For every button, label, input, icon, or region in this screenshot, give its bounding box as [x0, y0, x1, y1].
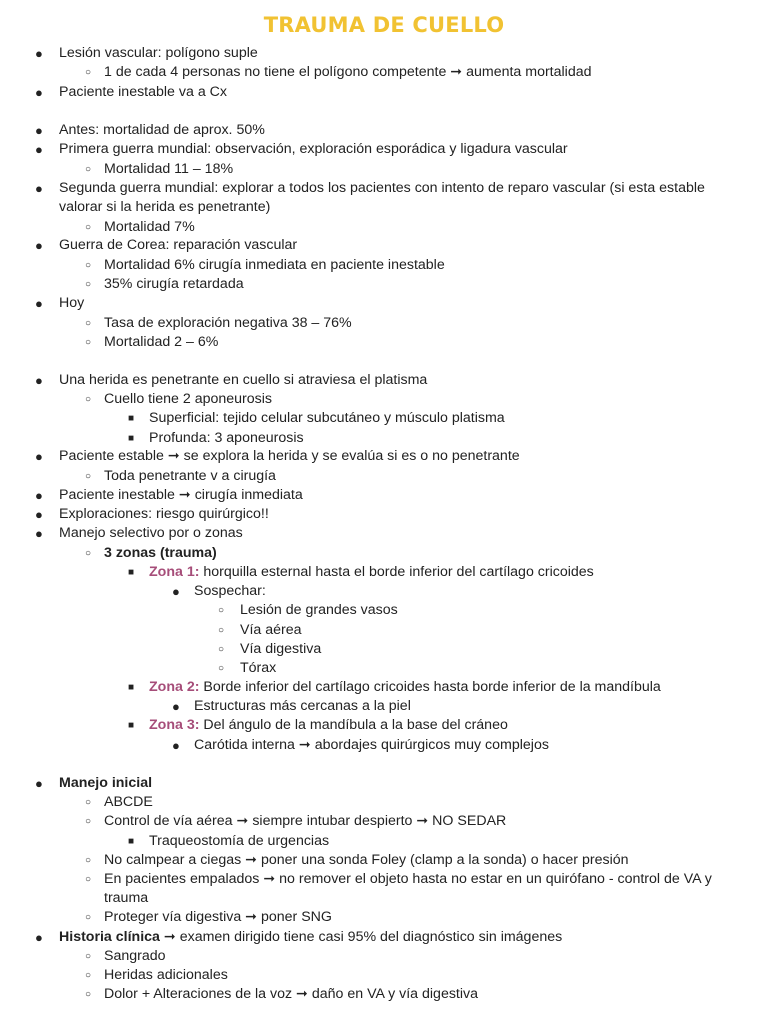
bullet-marker: ● [35, 123, 43, 138]
bullet-marker: ○ [218, 663, 225, 674]
list-item: 1 de cada 4 personas no tiene el polígono competente ➞ aumenta mortalidad [104, 64, 592, 80]
list-item: Sangrado [104, 948, 166, 964]
bullet-marker: ● [35, 449, 43, 464]
list-item: Mortalidad 11 – 18% [104, 161, 234, 177]
list-item-heading: Manejo inicial [59, 775, 153, 791]
list-item: Tasa de exploración negativa 38 – 76% [104, 315, 352, 331]
bullet-marker: ■ [128, 682, 135, 693]
list-item: Cuello tiene 2 aponeurosis [104, 391, 272, 407]
bullet-marker: ○ [85, 970, 92, 981]
list-item: Lesión de grandes vasos [240, 602, 398, 618]
list-item: Hoy [59, 295, 85, 311]
list-item: Control de vía aérea ➞ siempre intubar despierto ➞ NO SEDAR [104, 813, 507, 829]
list-item [59, 928, 562, 947]
zone-label: Zona 3: [149, 717, 200, 733]
bullet-marker: ● [35, 85, 43, 100]
zone-label: Zona 2: [149, 679, 200, 695]
bullet-marker: ○ [85, 797, 92, 808]
list-item: Superficial: tejido celular subcutáneo y músculo platisma [149, 410, 505, 426]
document-title: TRAUMA DE CUELLO [263, 13, 505, 37]
list-item: Estructuras más cercanas a la piel [194, 698, 411, 714]
bullet-marker: ● [35, 181, 43, 196]
list-item: Mortalidad 2 – 6% [104, 334, 219, 350]
list-item: No calmpear a ciegas ➞ poner una sonda Foley (clamp a la sonda) o hacer presión [104, 852, 629, 868]
bullet-marker: ○ [85, 912, 92, 923]
bullet-marker: ○ [218, 625, 225, 636]
bullet-marker: ● [35, 296, 43, 311]
list-item: Traqueostomía de urgencias [149, 833, 330, 849]
bullet-marker: ● [172, 738, 180, 753]
bullet-marker: ■ [128, 567, 135, 578]
bullet-marker: ● [35, 776, 43, 791]
bullet-marker: ○ [85, 318, 92, 329]
list-item: Paciente estable ➞ se explora la herida y se evalúa si es o no penetrante [59, 448, 520, 464]
bullet-marker: ○ [85, 337, 92, 348]
bullet-marker: ■ [128, 433, 135, 444]
bullet-marker: ○ [85, 548, 92, 559]
list-item: Carótida interna ➞ abordajes quirúrgicos muy complejos [194, 737, 549, 753]
list-item: Guerra de Corea: reparación vascular [59, 237, 298, 253]
bullet-marker: ○ [218, 644, 225, 655]
bullet-marker: ○ [218, 605, 225, 616]
list-item: Segunda guerra mundial: explorar a todos los pacientes con intento de reparo vascular (si esta estable valorar si la herida es penetrante) [59, 180, 705, 215]
bullet-marker: ● [172, 584, 180, 599]
list-item [149, 716, 508, 735]
list-item [149, 678, 661, 697]
list-item: 35% cirugía retardada [104, 276, 244, 292]
list-item: Heridas adicionales [104, 967, 228, 983]
list-item-text: ➞ examen dirigido tiene casi 95% del diagnóstico sin imágenes [159, 929, 563, 945]
bullet-marker: ● [35, 142, 43, 157]
list-item: Paciente inestable va a Cx [59, 84, 227, 100]
bullet-marker: ● [35, 373, 43, 388]
bullet-marker: ○ [85, 951, 92, 962]
list-item: Lesión vascular: polígono suple [59, 45, 258, 61]
list-item: ABCDE [104, 794, 153, 810]
list-item-heading: Historia clínica [59, 929, 160, 945]
list-item-heading: 3 zonas (trauma) [104, 545, 217, 561]
list-item: Dolor + Alteraciones de la voz ➞ daño en VA y vía digestiva [104, 986, 479, 1002]
bullet-marker: ○ [85, 394, 92, 405]
list-item: Mortalidad 6% cirugía inmediata en paciente inestable [104, 257, 445, 273]
bullet-marker: ■ [128, 413, 135, 424]
bullet-marker: ■ [128, 720, 135, 731]
zone-text: horquilla esternal hasta el borde inferior del cartílago cricoides [199, 564, 594, 580]
list-item: Vía aérea [240, 622, 302, 638]
bullet-marker: ○ [85, 874, 92, 885]
bullet-marker: ● [35, 46, 43, 61]
bullet-marker: ■ [128, 836, 135, 847]
bullet-marker: ○ [85, 260, 92, 271]
list-item: Paciente inestable ➞ cirugía inmediata [59, 487, 303, 503]
zone-text: Borde inferior del cartílago cricoides hasta borde inferior de la mandíbula [199, 679, 661, 695]
bullet-marker: ○ [85, 471, 92, 482]
bullet-marker: ● [35, 930, 43, 945]
bullet-marker: ● [172, 699, 180, 714]
list-item: Primera guerra mundial: observación, exploración esporádica y ligadura vascular [59, 141, 568, 157]
list-item: Sospechar: [194, 583, 266, 599]
list-item: Exploraciones: riesgo quirúrgico!! [59, 506, 269, 522]
bullet-marker: ○ [85, 989, 92, 1000]
bullet-marker: ● [35, 488, 43, 503]
list-item: Vía digestiva [240, 641, 322, 657]
list-item: Mortalidad 7% [104, 219, 195, 235]
list-item: Una herida es penetrante en cuello si atraviesa el platisma [59, 372, 428, 388]
list-item: Profunda: 3 aponeurosis [149, 430, 304, 446]
bullet-marker: ○ [85, 279, 92, 290]
zone-text: Del ángulo de la mandíbula a la base del cráneo [199, 717, 508, 733]
list-item: Toda penetrante v a cirugía [104, 468, 276, 484]
list-item [149, 563, 594, 582]
bullet-marker: ● [35, 507, 43, 522]
list-item: Antes: mortalidad de aprox. 50% [59, 122, 265, 138]
bullet-marker: ○ [85, 164, 92, 175]
bullet-marker: ● [35, 526, 43, 541]
bullet-marker: ○ [85, 222, 92, 233]
list-item: Manejo selectivo por o zonas [59, 525, 243, 541]
bullet-marker: ● [35, 238, 43, 253]
list-item: En pacientes empalados ➞ no remover el objeto hasta no estar en un quirófano - control de VA y trauma [104, 871, 712, 906]
bullet-marker: ○ [85, 855, 92, 866]
zone-label: Zona 1: [149, 564, 200, 580]
list-item: Tórax [240, 660, 277, 676]
bullet-marker: ○ [85, 67, 92, 78]
list-item: Proteger vía digestiva ➞ poner SNG [104, 909, 332, 925]
bullet-marker: ○ [85, 816, 92, 827]
